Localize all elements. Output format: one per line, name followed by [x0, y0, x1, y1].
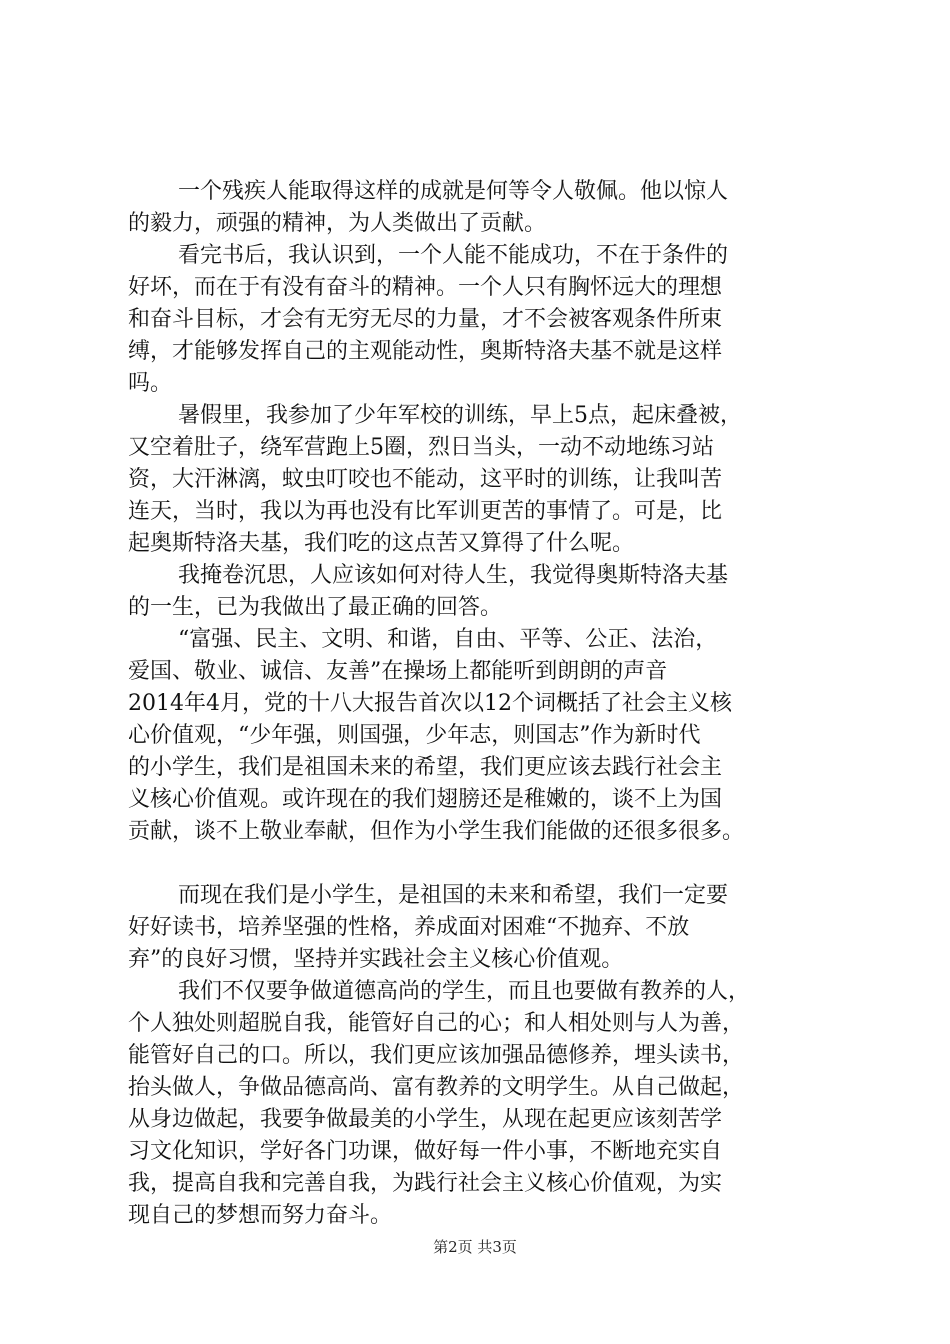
text-line: 抬头做人，争做品德高尚、富有教养的文明学生。从自己做起， — [128, 1075, 745, 1100]
text-line: 连天，当时，我以为再也没有比军训更苦的事情了。可是，比 — [128, 499, 723, 524]
text-line: 的一生，已为我做出了最正确的回答。 — [128, 595, 503, 620]
text-line: 弃”的良好习惯，坚持并实践社会主义核心价值观。 — [128, 947, 624, 972]
text-line: 又空着肚子，绕军营跑上5圈，烈日当头，一动不动地练习站 — [128, 435, 714, 460]
text-line: 爱国、敬业、诚信、友善”在操场上都能听到朗朗的声音 — [128, 659, 668, 684]
paragraph — [128, 240, 828, 400]
paragraph-spacer — [128, 848, 828, 880]
text-line: 我掩卷沉思，人应该如何对待人生，我觉得奥斯特洛夫基 — [178, 563, 729, 588]
text-line: 义核心价值观。或许现在的我们翅膀还是稚嫩的，谈不上为国 — [128, 787, 723, 812]
paragraph — [128, 560, 828, 624]
text-line: 起奥斯特洛夫基，我们吃的这点苦又算得了什么呢。 — [128, 531, 635, 556]
text-line: 个人独处则超脱自我，能管好自己的心；和人相处则与人为善， — [128, 1011, 745, 1036]
text-line: 能管好自己的口。所以，我们更应该加强品德修养，埋头读书， — [128, 1043, 745, 1068]
paragraph — [128, 176, 828, 240]
text-line: 心价值观，“少年强，则国强，少年志，则国志”作为新时代 — [128, 723, 701, 748]
text-line: 贡献，谈不上敬业奉献，但作为小学生我们能做的还很多很多。 — [128, 819, 745, 844]
text-line: 从身边做起，我要争做最美的小学生，从现在起更应该刻苦学 — [128, 1107, 723, 1132]
text-line: 好坏，而在于有没有奋斗的精神。一个人只有胸怀远大的理想 — [128, 275, 723, 300]
text-line: 缚，才能够发挥自己的主观能动性，奥斯特洛夫基不就是这样 — [128, 339, 723, 364]
text-line: 暑假里，我参加了少年军校的训练，早上5点，起床叠被， — [178, 403, 742, 428]
text-line: 和奋斗目标，才会有无穷无尽的力量，才不会被客观条件所束 — [128, 307, 723, 332]
document-body — [128, 176, 828, 1232]
text-line: 吗。 — [128, 371, 173, 396]
text-line: 的毅力，顽强的精神，为人类做出了贡献。 — [128, 211, 547, 236]
paragraph — [128, 400, 828, 560]
text-line: 看完书后，我认识到，一个人能不能成功，不在于条件的 — [178, 243, 729, 268]
text-line: 现自己的梦想而努力奋斗。 — [128, 1203, 393, 1228]
text-line: 2014年4月，党的十八大报告首次以12个词概括了社会主义核 — [128, 691, 732, 716]
paragraph — [128, 624, 828, 848]
text-line: “富强、民主、文明、和谐，自由、平等、公正、法治， — [178, 627, 718, 652]
text-line: 我，提高自我和完善自我，为践行社会主义核心价值观，为实 — [128, 1171, 723, 1196]
page-footer: 第2页 共3页 — [433, 1238, 517, 1256]
text-line: 习文化知识，学好各门功课，做好每一件小事，不断地充实自 — [128, 1139, 723, 1164]
text-line: 的小学生，我们是祖国未来的希望，我们更应该去践行社会主 — [128, 755, 723, 780]
text-line: 而现在我们是小学生，是祖国的未来和希望，我们一定要 — [178, 883, 729, 908]
text-line: 我们不仅要争做道德高尚的学生，而且也要做有教养的人， — [178, 979, 751, 1004]
text-line: 好好读书，培养坚强的性格，养成面对困难“不抛弃、不放 — [128, 915, 690, 940]
paragraph — [128, 880, 828, 976]
paragraph — [128, 976, 828, 1232]
text-line: 一个残疾人能取得这样的成就是何等令人敬佩。他以惊人 — [178, 179, 729, 204]
text-line: 资，大汗淋漓，蚊虫叮咬也不能动，这平时的训练，让我叫苦 — [128, 467, 723, 492]
